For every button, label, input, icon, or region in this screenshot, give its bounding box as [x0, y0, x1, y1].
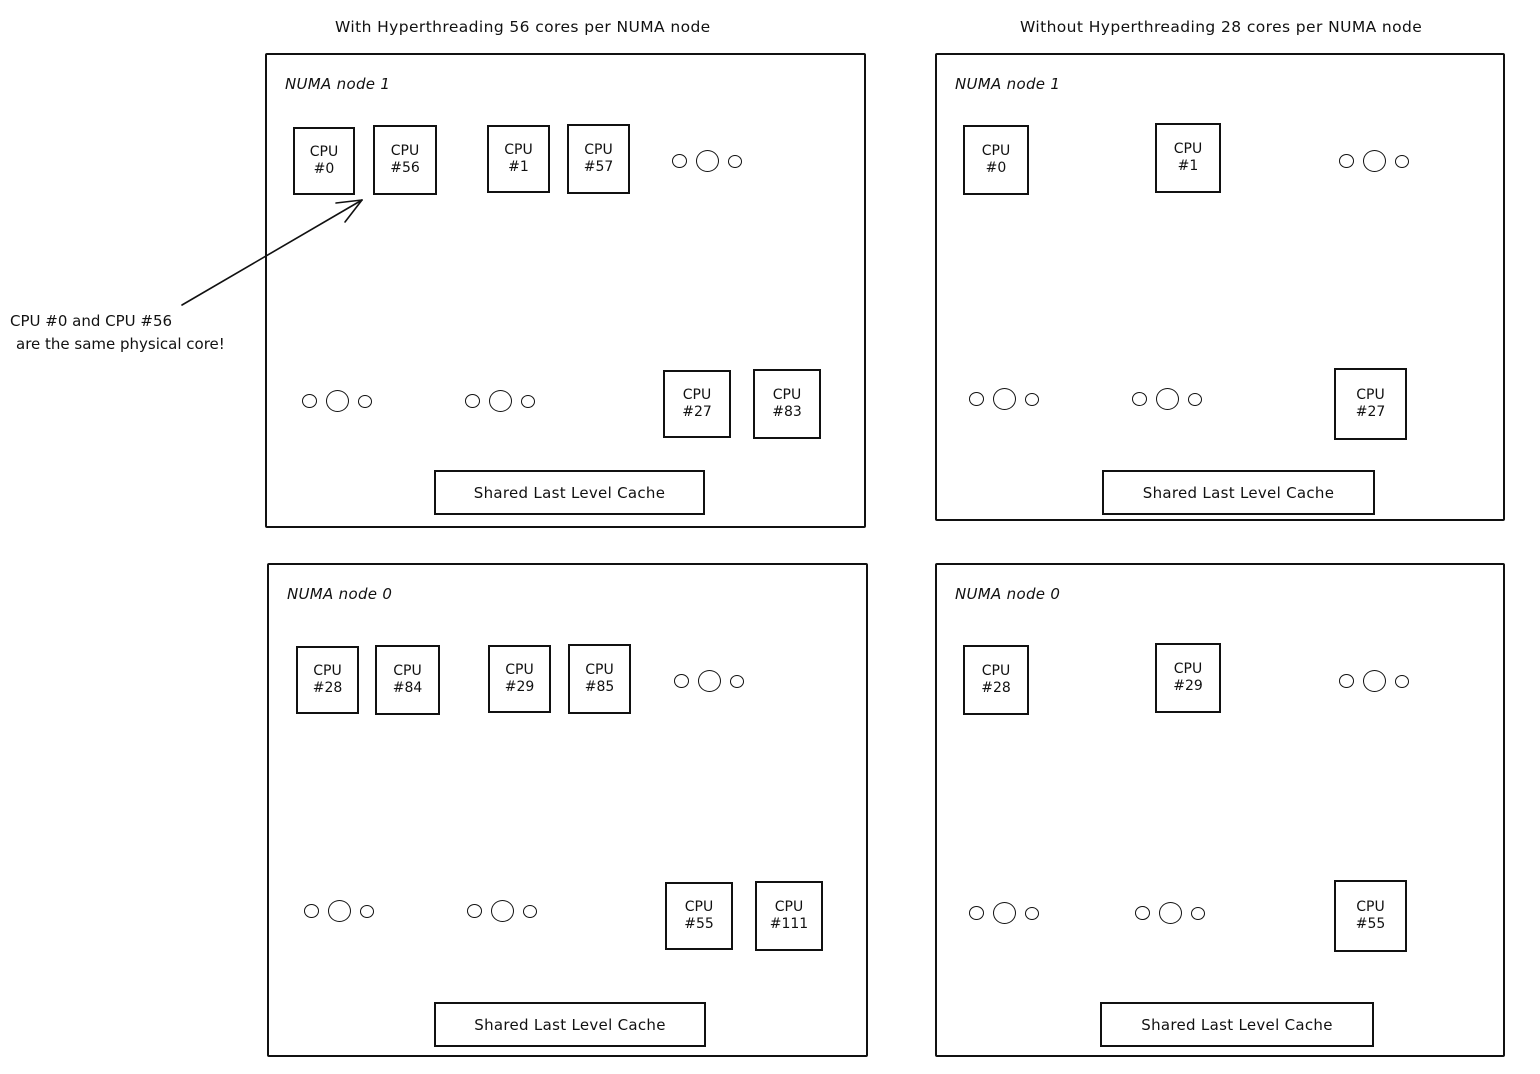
cpu-box-line1: CPU: [981, 663, 1011, 680]
ellipsis-dots: [1339, 670, 1409, 692]
heading-without-hyperthreading: Without Hyperthreading 28 cores per NUMA node: [1020, 18, 1423, 36]
cpu-box: [665, 882, 733, 950]
panel-label-ht-node0: NUMA node 0: [287, 585, 393, 603]
cpu-box-line2: #111: [769, 916, 809, 932]
cache-label: Shared Last Level Cache: [1142, 483, 1335, 502]
cpu-box: [487, 125, 550, 193]
ellipsis-dots: [672, 150, 742, 172]
ellipsis-dots: [1135, 902, 1205, 924]
cpu-box-line2: #84: [392, 680, 423, 696]
cpu-box: [1155, 643, 1221, 713]
panel-ht-numa-node-0: [267, 563, 868, 1057]
annotation-line-2: are the same physical core!: [16, 335, 225, 354]
panel-noht-numa-node-0: [935, 563, 1505, 1057]
dot-icon: [1025, 907, 1039, 920]
cpu-box-line2: #85: [584, 679, 615, 695]
cpu-box-line2: #56: [390, 160, 420, 176]
cpu-box-line2: #0: [313, 161, 335, 177]
cpu-box: [568, 644, 631, 714]
cpu-box-line1: CPU: [393, 663, 422, 680]
dot-icon: [1132, 392, 1147, 406]
cache-label: Shared Last Level Cache: [473, 483, 666, 502]
ellipsis-dots: [674, 670, 744, 692]
ellipsis-dots: [302, 390, 372, 412]
cpu-box-line1: CPU: [684, 899, 714, 916]
dot-icon: [969, 906, 984, 920]
cpu-box: [488, 645, 551, 713]
dot-icon: [489, 390, 512, 412]
cpu-box-line2: #1: [1177, 158, 1199, 174]
dot-icon: [993, 388, 1016, 410]
panel-ht-numa-node-1: [265, 53, 866, 528]
dot-icon: [728, 155, 742, 168]
ellipsis-dots: [969, 902, 1039, 924]
cpu-box-line1: CPU: [772, 387, 802, 404]
cpu-box-line2: #55: [684, 916, 714, 932]
ellipsis-dots: [1132, 388, 1202, 410]
cpu-box-line2: #27: [1355, 404, 1386, 420]
panel-label-noht-node0: NUMA node 0: [955, 585, 1061, 603]
cpu-box-line1: CPU: [774, 899, 804, 916]
cpu-box-line2: #27: [682, 404, 712, 420]
dot-icon: [1363, 150, 1386, 172]
dot-icon: [1188, 393, 1202, 406]
dot-icon: [1395, 155, 1409, 168]
cpu-box-line2: #83: [772, 404, 802, 420]
cpu-box: [663, 370, 731, 438]
dot-icon: [1159, 902, 1182, 924]
cpu-box-line1: CPU: [313, 663, 342, 680]
annotation-line-1: CPU #0 and CPU #56: [10, 312, 173, 330]
cpu-box-line2: #28: [312, 680, 343, 696]
cpu-box: [1334, 880, 1407, 952]
cpu-box-line2: #55: [1355, 916, 1386, 932]
dot-icon: [1339, 154, 1354, 168]
cpu-box: [293, 127, 355, 195]
dot-icon: [491, 900, 514, 922]
dot-icon: [969, 392, 984, 406]
shared-last-level-cache: [1100, 1002, 1374, 1047]
dot-icon: [465, 394, 480, 408]
cpu-box: [296, 646, 359, 714]
ellipsis-dots: [1339, 150, 1409, 172]
cache-label: Shared Last Level Cache: [1141, 1015, 1333, 1034]
dot-icon: [523, 905, 537, 918]
dot-icon: [302, 394, 317, 408]
cpu-box-line1: CPU: [504, 142, 533, 159]
dot-icon: [674, 674, 689, 688]
cpu-box: [755, 881, 823, 951]
ellipsis-dots: [304, 900, 374, 922]
cpu-box-line2: #29: [504, 679, 535, 695]
cpu-box: [375, 645, 440, 715]
dot-icon: [304, 904, 319, 918]
dot-icon: [360, 905, 374, 918]
cpu-box-line1: CPU: [682, 387, 712, 404]
dot-icon: [1363, 670, 1386, 692]
cpu-box-line1: CPU: [1173, 661, 1203, 678]
cpu-box: [963, 645, 1029, 715]
dot-icon: [467, 904, 482, 918]
dot-icon: [358, 395, 372, 408]
cpu-box: [567, 124, 630, 194]
dot-icon: [698, 670, 721, 692]
panel-noht-numa-node-1: [935, 53, 1505, 521]
cpu-box-line1: CPU: [1173, 141, 1203, 158]
ellipsis-dots: [467, 900, 537, 922]
cpu-box-line2: #29: [1173, 678, 1203, 694]
cpu-box: [1155, 123, 1221, 193]
dot-icon: [1339, 674, 1354, 688]
cpu-box: [963, 125, 1029, 195]
cpu-box-line1: CPU: [585, 662, 614, 679]
dot-icon: [672, 154, 687, 168]
cpu-box-line2: #0: [985, 160, 1007, 176]
cpu-box-line1: CPU: [1356, 899, 1385, 916]
cpu-box: [753, 369, 821, 439]
dot-icon: [328, 900, 351, 922]
panel-label-noht-node1: NUMA node 1: [955, 75, 1061, 93]
ellipsis-dots: [465, 390, 535, 412]
cpu-box-line1: CPU: [505, 662, 534, 679]
dot-icon: [1395, 675, 1409, 688]
dot-icon: [326, 390, 349, 412]
heading-with-hyperthreading: With Hyperthreading 56 cores per NUMA node: [335, 18, 711, 36]
cache-label: Shared Last Level Cache: [474, 1015, 666, 1034]
cpu-box: [373, 125, 437, 195]
cpu-box: [1334, 368, 1407, 440]
dot-icon: [993, 902, 1016, 924]
dot-icon: [1191, 907, 1205, 920]
dot-icon: [521, 395, 535, 408]
cpu-box-line2: #28: [981, 680, 1011, 696]
shared-last-level-cache: [434, 1002, 706, 1047]
cpu-box-line1: CPU: [981, 143, 1011, 160]
cpu-box-line2: #1: [508, 159, 529, 175]
cpu-box-line1: CPU: [309, 144, 339, 161]
cpu-box-line1: CPU: [584, 142, 613, 159]
annotation-callout: [10, 310, 310, 357]
dot-icon: [730, 675, 744, 688]
shared-last-level-cache: [434, 470, 705, 515]
dot-icon: [1156, 388, 1179, 410]
panel-label-ht-node1: NUMA node 1: [285, 75, 391, 93]
cpu-box-line1: CPU: [1356, 387, 1385, 404]
shared-last-level-cache: [1102, 470, 1375, 515]
cpu-box-line1: CPU: [390, 143, 420, 160]
dot-icon: [1135, 906, 1150, 920]
dot-icon: [696, 150, 719, 172]
ellipsis-dots: [969, 388, 1039, 410]
dot-icon: [1025, 393, 1039, 406]
cpu-box-line2: #57: [583, 159, 614, 175]
